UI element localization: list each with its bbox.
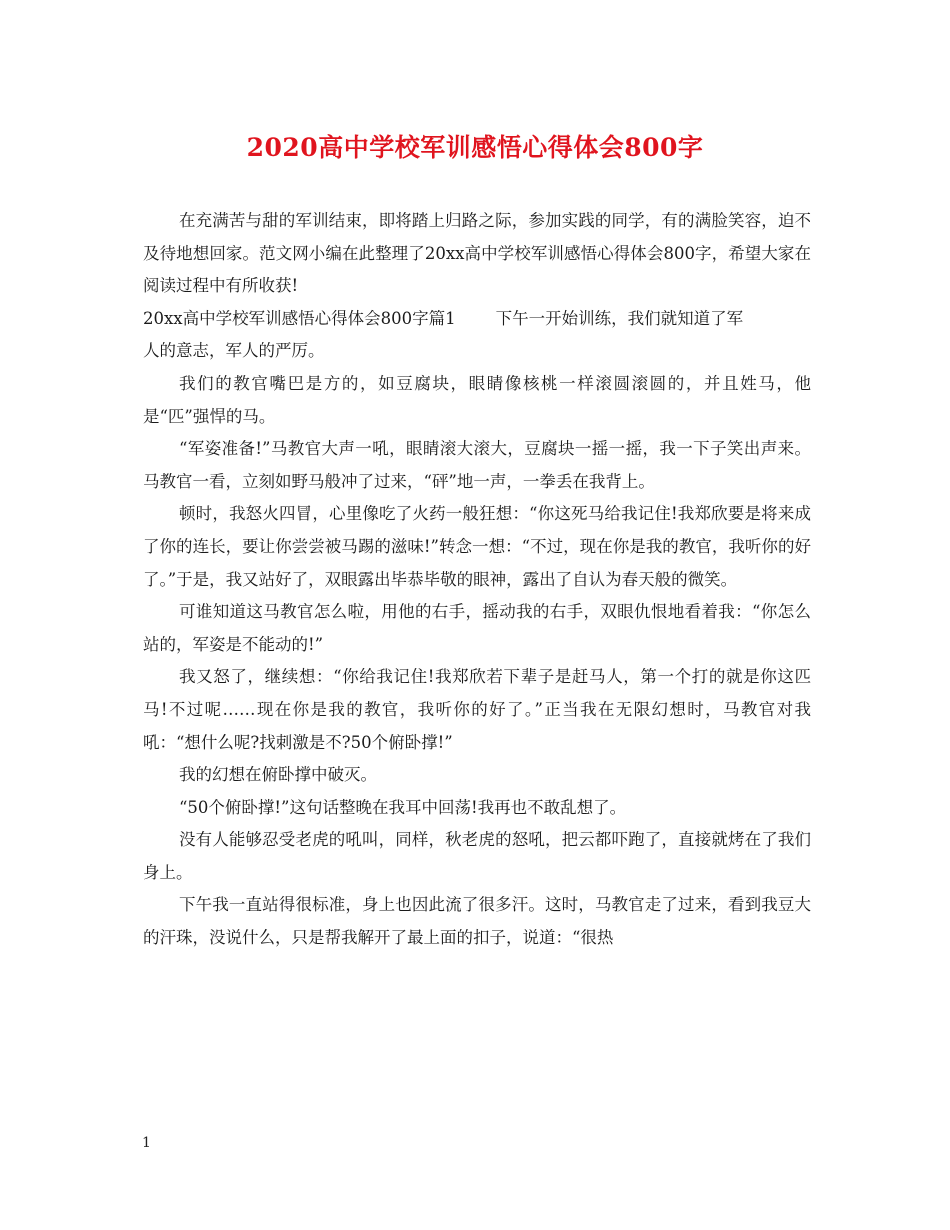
paragraph-afternoon: 下午我一直站得很标准，身上也因此流了很多汗。这时，马教官走了过来，看到我豆大的汗珠，没说什么，只是帮我解开了最上面的扣子，说道：“很热 [143, 895, 811, 948]
section-lead-text: 下午一开始训练，我们就知道了军 [495, 308, 744, 328]
paragraph-tiger: 没有人能够忍受老虎的吼叫，同样，秋老虎的怒吼，把云都吓跑了，直接就烤在了我们身上。 [143, 830, 811, 882]
paragraph-hand: 可谁知道这马教官怎么啦，用他的右手，摇动我的右手，双眼仇恨地看着我：“你怎么站的，军姿是不能动的!” [143, 602, 811, 654]
paragraph-instructor: 我们的教官嘴巴是方的，如豆腐块，眼睛像核桃一样滚圆滚圆的，并且姓马，他是“匹”强悍的马。 [143, 373, 811, 426]
section-heading: 20xx高中学校军训感悟心得体会800字篇1 [143, 308, 456, 328]
document-title: 2020高中学校军训感悟心得体会800字 [246, 133, 704, 162]
paragraph-echo: “50个俯卧撑!”这句话整晚在我耳中回荡!我再也不敢乱想了。 [179, 797, 627, 817]
paragraph-intro: 在充满苦与甜的军训结束，即将踏上归路之际，参加实践的同学，有的满脸笑容，迫不及待地想回家。范文网小编在此整理了20xx高中学校军训感悟心得体会800字，希望大家在阅读过程中有所收获! [143, 211, 811, 296]
section-heading-line [143, 303, 811, 336]
paragraph-continuation: 人的意志，军人的严厉。 [143, 341, 325, 361]
paragraph-pushups: 我的幻想在俯卧撑中破灭。 [179, 765, 377, 785]
document-body [143, 205, 811, 955]
page-number: 1 [142, 1135, 151, 1151]
paragraph-fantasy: 我又怒了，继续想：“你给我记住!我郑欣若下辈子是赶马人，第一个打的就是你这匹马!不过呢……现在你是我的教官，我听你的好了。”正当我在无限幻想时，马教官对我吼：“想什么呢?找刺激是不?50个俯卧撑!” [143, 667, 811, 752]
paragraph-anger: 顿时，我怒火四冒，心里像吃了火药一般狂想：“你这死马给我记住!我郑欣要是将来成了你的连长，要让你尝尝被马踢的滋味!”转念一想：“不过，现在你是我的教官，我听你的好了。”于是，我又站好了，双眼露出毕恭毕敬的眼神，露出了自认为春天般的微笑。 [143, 504, 811, 589]
paragraph-posture: “军姿准备!”马教官大声一吼，眼睛滚大滚大，豆腐块一摇一摇，我一下子笑出声来。马教官一看，立刻如野马般冲了过来，“砰”地一声，一拳丢在我背上。 [143, 439, 811, 491]
